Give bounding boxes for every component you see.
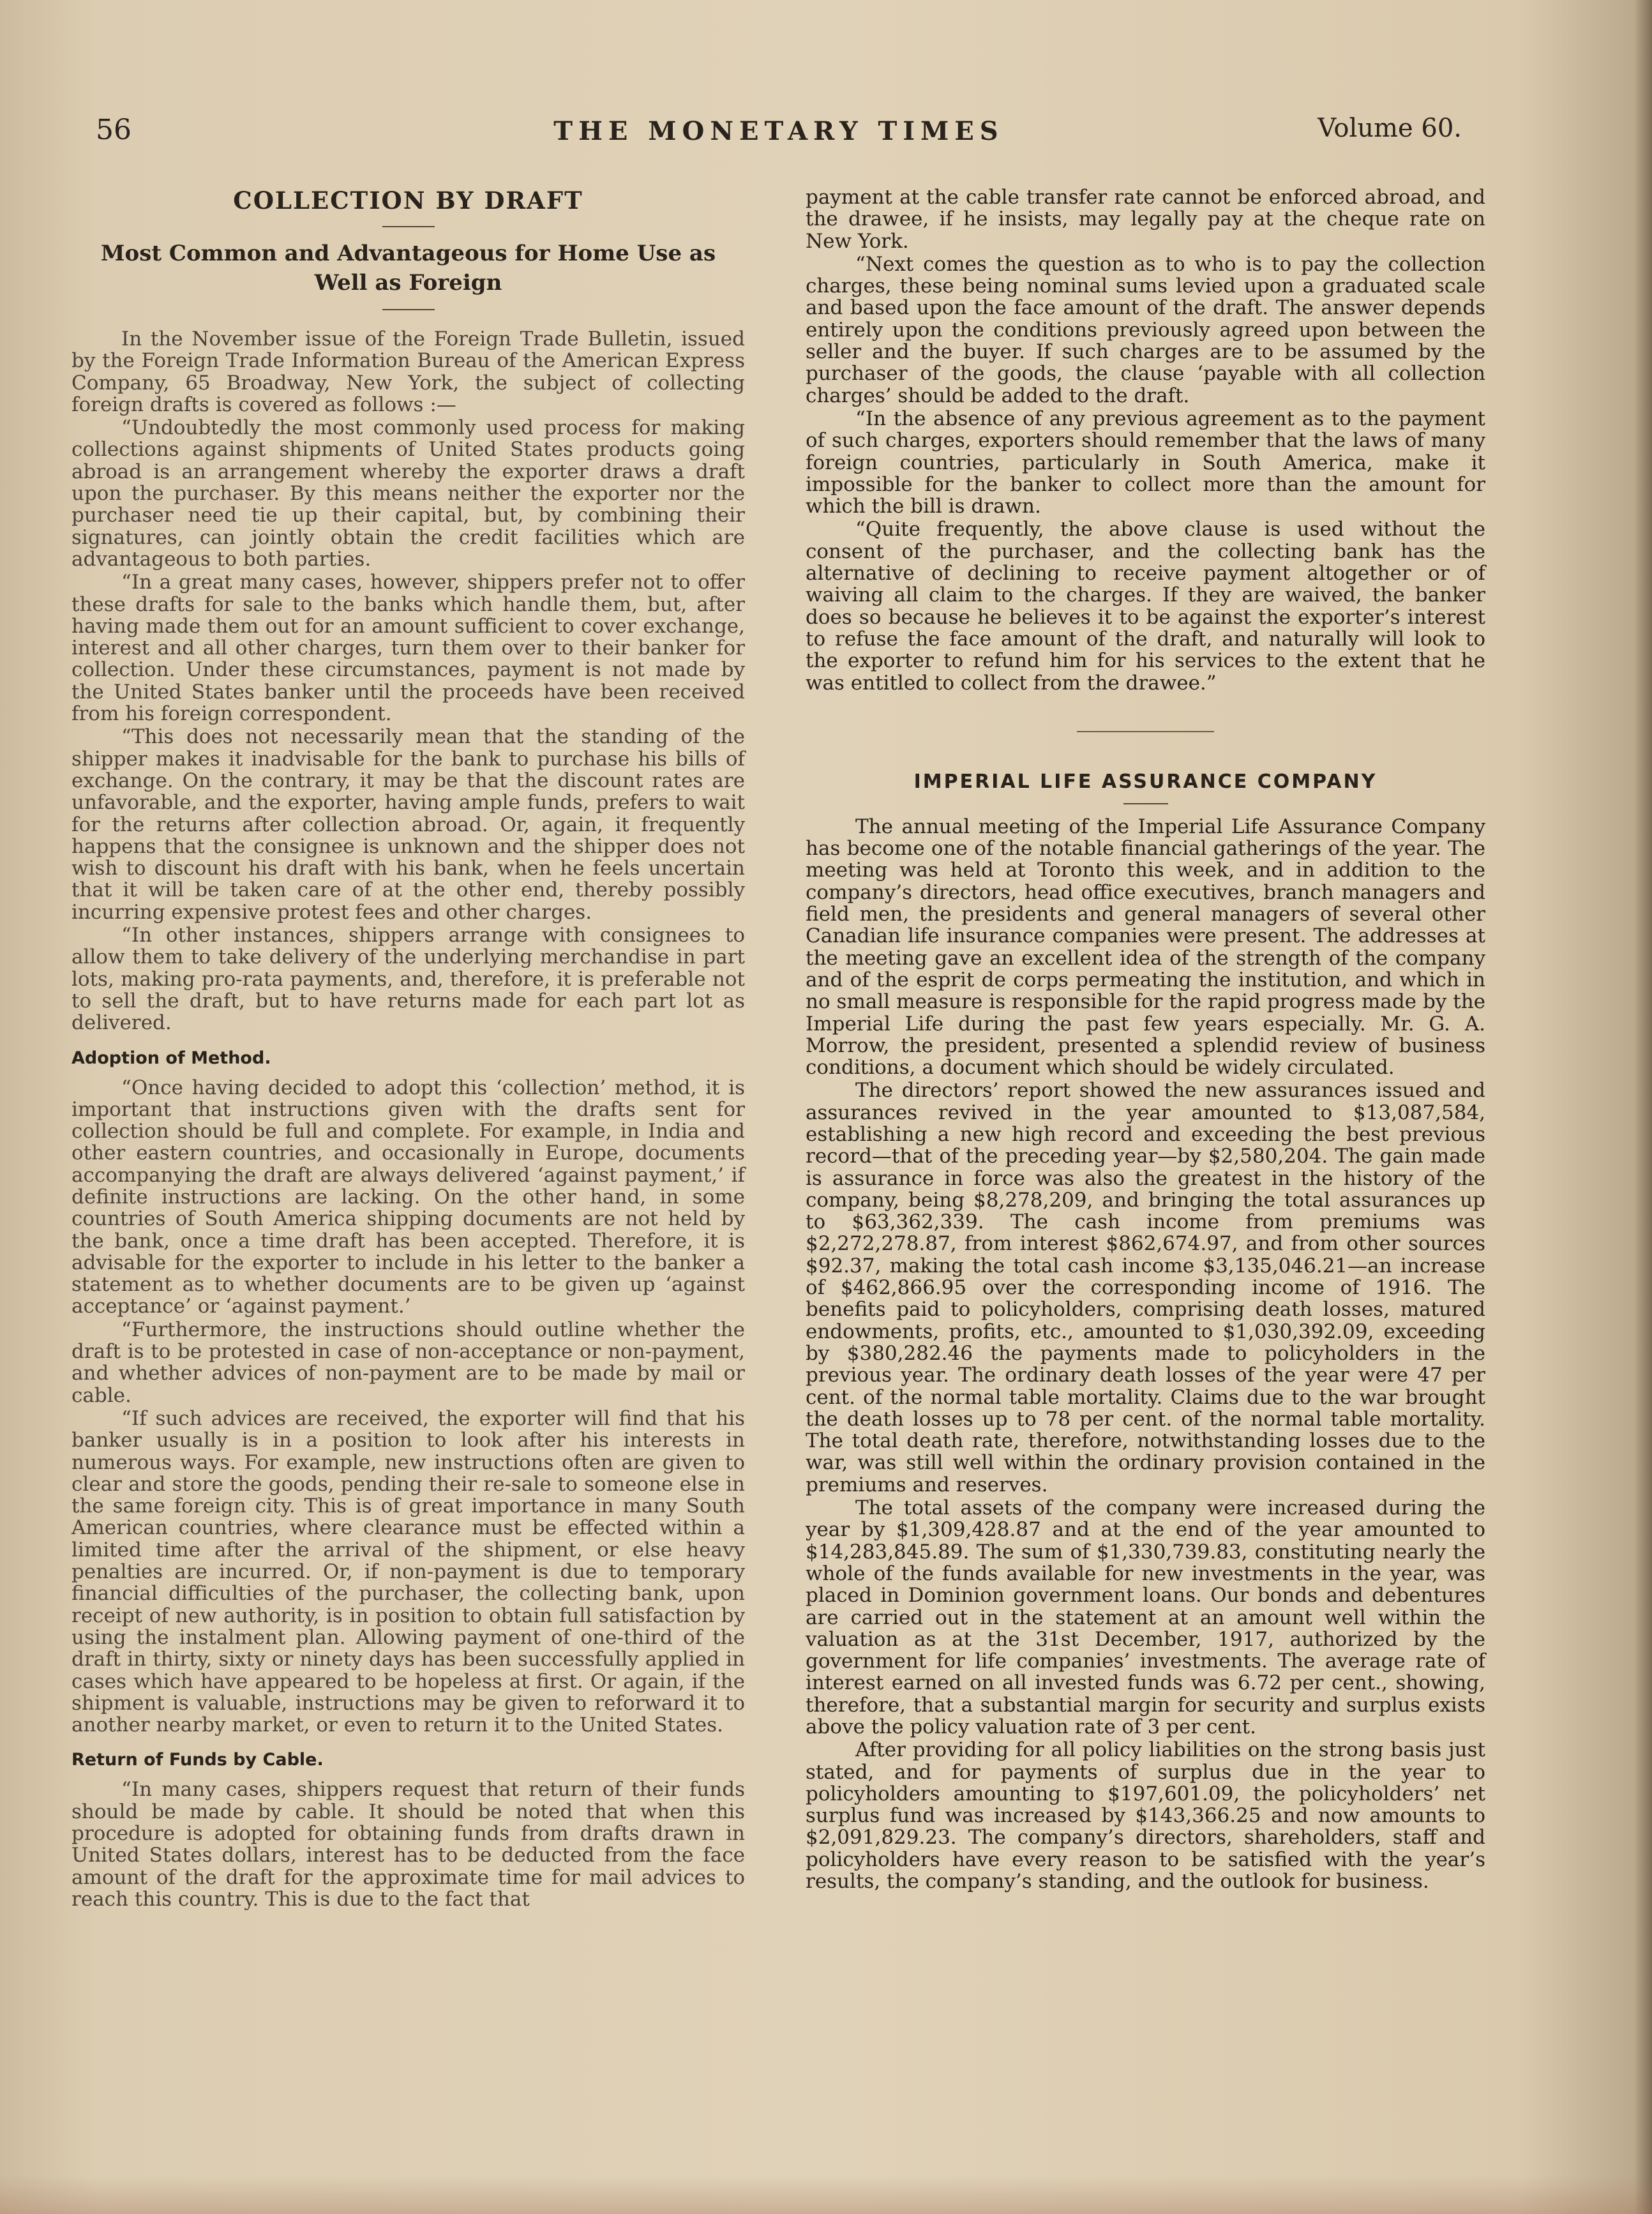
paragraph: The annual meeting of the Imperial Life Assurance Company has become one of the notable financial gatherings of the year. The meeting was held at Toronto this week, and in addition to the company’s directors, head office executives, branch managers and field men, the presidents and general managers of several other Canadian life insurance companies were present. The addresses at the meeting gave an excellent idea of the strength of the company and of the esprit de corps permeating the institution, and which in no small measure is responsible for the rapid progress made by the Imperial Life during the past few years especially. Mr. G. A. Morrow, the president, presented a splendid review of business conditions, a document which should be widely circulated. (806, 815, 1485, 1080)
paragraph: “In many cases, shippers request that return of their funds should be made by cable. It should be noted that when this procedure is adopted for obtaining funds from drafts drawn in United States dollars, interest has to be deducted from the face amount of the draft for the approximate time for mail advices to reach this country. This is due to the fact that (71, 1778, 745, 1911)
paragraph: In the November issue of the Foreign Trade Bulletin, issued by the Foreign Trade Information Bureau of the American Express Company, 65 Broadway, New York, the subject of collecting foreign drafts is covered as follows :— (71, 328, 745, 416)
left-column (71, 185, 745, 1911)
running-head (96, 114, 1462, 158)
title-rule (382, 226, 435, 227)
paragraph-continued: payment at the cable transfer rate cannot be enforced abroad, and the drawee, if he insists, may legally pay at the cheque rate on New York. (806, 186, 1485, 253)
section-heading-adoption: Adoption of Method. (71, 1048, 271, 1068)
title-rule (1123, 803, 1168, 804)
article-title-imperial-life: IMPERIAL LIFE ASSURANCE COMPANY (913, 770, 1378, 793)
article-subtitle: Most Common and Advantageous for Home Use as Well as Foreign (100, 241, 716, 296)
paragraph: “Once having decided to adopt this ‘collection’ method, it is important that instructions given with the drafts sent for collection should be full and complete. For example, in India and other eastern countries, and occasionally in Europe, documents accompanying the draft are always delivered ‘against payment,’ if definite instructions are lacking. On the other hand, in some countries of South America shipping documents are not held by the bank, once a time draft has been accepted. Therefore, it is advisable for the exporter to include in his letter to the banker a statement as to whether documents are to be given up ‘against acceptance’ or ‘against payment.’ (71, 1076, 745, 1318)
right-column (806, 186, 1485, 1894)
volume-label: Volume 60. (1318, 114, 1462, 143)
paragraph: “If such advices are received, the exporter will find that his banker usually is in a position to look after his interests in numerous ways. For example, new instructions often are given to clear and store the goods, pending their re-sale to someone else in the same foreign city. This is of great importance in many South American countries, where clearance must be effected within a limited time after the arrival of the shipment, or else heavy penalties are incurred. Or, if non-payment is due to temporary financial difficulties of the purchaser, the collecting bank, upon receipt of new authority, is in position to obtain full satisfaction by using the instalment plan. Allowing payment of one-third of the draft in thirty, sixty or ninety days has been successfully applied in cases which have appeared to be hopeless at first. Or again, if the shipment is valuable, instructions may be given to reforward it to another nearby market, or even to return it to the United States. (71, 1406, 745, 1737)
page-edge-shadow (1634, 0, 1652, 2214)
paragraph: “Undoubtedly the most commonly used process for making collections against shipments of United States products going abroad is an arrangement whereby the exporter draws a draft upon the purchaser. By this means neither the exporter nor the purchaser need tie up their capital, but, by combining their signatures, can jointly obtain the credit facilities which are advantageous to both parties. (71, 416, 745, 571)
paragraph: “Quite frequently, the above clause is used without the consent of the purchaser, and the collecting bank has the alternative of declining to receive payment altogether or of waiving all claim to the charges. If they are waived, the banker does so because he believes it to be against the exporter’s interest to refuse the face amount of the draft, and naturally will look to the exporter to refund him for his services to the extent that he was entitled to collect from the drawee.” (806, 518, 1485, 695)
section-heading-return-of-funds: Return of Funds by Cable. (71, 1750, 324, 1770)
paragraph: After providing for all policy liabilities on the strong basis just stated, and for payments of surplus due in the year to policyholders amounting to $197,601.09, the policyholders’ net surplus fund was increased by $143,366.25 and now amounts to $2,091,829.23. The company’s directors, shareholders, staff and policyholders have every reason to be satisfied with the year’s results, the company’s standing, and the outlook for business. (806, 1738, 1485, 1894)
article-title-collection-by-draft: COLLECTION BY DRAFT (233, 186, 583, 215)
paragraph: “Next comes the question as to who is to pay the collection charges, these being nominal sums levied upon a graduated scale and based upon the face amount of the draft. The answer depends entirely upon the conditions previously agreed upon between the seller and the buyer. If such charges are to be assumed by the purchaser of the goods, the clause ‘payable with all collection charges’ should be added to the draft. (806, 252, 1485, 407)
paragraph: The directors’ report showed the new assurances issued and assurances revived in the year amounted to $13,087,584, establishing a new high record and exceeding the best previous record—that of the preceding year—by $2,580,204. The gain made is assurance in force was also the greatest in the history of the company, being $8,278,209, and bringing the total assurances up to $63,362,339. The cash income from premiums was $2,272,278.87, from interest $862,674.97, and from other sources $92.37, making the total cash income $3,135,046.21—an increase of $462,866.95 over the corresponding income of 1916. The benefits paid to policyholders, comprising death losses, matured endowments, profits, etc., amounted to $1,030,392.09, exceeding by $380,282.46 the payments made to policyholders in the previous year. The ordinary death losses of the year were 47 per cent. of the normal table mortality. Claims due to the war brought the death losses up to 78 per cent. of the normal table mortality. The total death rate, therefore, notwithstanding losses due to the war, was still well within the ordinary provision contained in the premiums and reserves. (806, 1079, 1485, 1496)
paragraph: “This does not necessarily mean that the standing of the shipper makes it inadvisable for the bank to purchase his bills of exchange. On the contrary, it may be that the discount rates are unfavorable, and the exporter, having ample funds, prefers to wait for the returns after collection abroad. Or, again, it frequently happens that the consignee is unknown and the shipper does not wish to discount his draft with his bank, when he feels uncertain that it will be taken care of at the other end, thereby possibly incurring expensive protest fees and other charges. (71, 725, 745, 924)
article1-section1 (71, 1077, 745, 1736)
paragraph: The total assets of the company were increased during the year by $1,309,428.87 and at the end of the year amounted to $14,283,845.89. The sum of $1,330,739.83, constituting nearly the whole of the funds available for new investments in the year, was placed in Dominion government loans. Our bonds and debentures are carried out in the statement at an amount well within the valuation as at the 31st December, 1917, authorized by the government for life companies’ investments. The average rate of interest earned on all invested funds was 6.72 per cent., showing, therefore, that a substantial margin for security and surplus exists above the policy valuation rate of 3 per cent. (806, 1496, 1485, 1738)
page-number: 56 (96, 114, 131, 146)
subtitle-rule (382, 309, 435, 310)
article1-intro (71, 328, 745, 1034)
journal-title: THE MONETARY TIMES (553, 116, 1004, 146)
paragraph: “In the absence of any previous agreement as to the payment of such charges, exporters should remember that the laws of many foreign countries, particularly in South America, make it impossible for the banker to collect more than the amount for which the bill is drawn. (806, 407, 1485, 518)
article-separator-rule (1077, 731, 1214, 732)
article1-section2 (71, 1779, 745, 1910)
paragraph: “Furthermore, the instructions should outline whether the draft is to be protested in case of non-acceptance or non-payment, and whether advices of non-payment are to be made by mail or cable. (71, 1318, 745, 1407)
paragraph: “In other instances, shippers arrange with consignees to allow them to take delivery of the underlying merchandise in part lots, making pro-rata payments, and, therefore, it is preferable not to sell the draft, but to have returns made for each part lot as delivered. (71, 924, 745, 1035)
page-bottom-band (0, 2176, 1652, 2214)
paragraph: “In a great many cases, however, shippers prefer not to offer these drafts for sale to the banks which handle them, but, after having made them out for an amount sufficient to cover exchange, interest and all other charges, turn them over to their banker for collection. Under these circumstances, payment is not made by the United States banker until the proceeds have been received from his foreign correspondent. (71, 571, 745, 726)
